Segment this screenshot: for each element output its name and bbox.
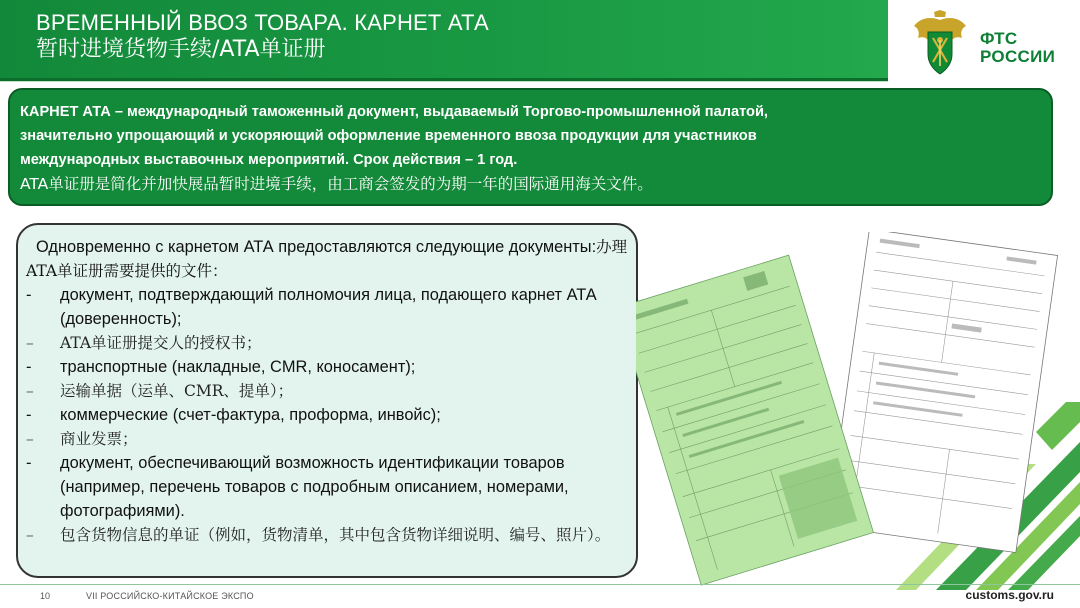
list-intro xyxy=(26,235,628,283)
logo-text xyxy=(980,30,1055,66)
expo-label: VII РОССИЙСКО-КИТАЙСКОЕ ЭКСПО xyxy=(86,591,254,601)
documents-list-box xyxy=(16,223,638,578)
list-intro-ru: Одновременно с карнетом АТА предоставляются следующие документы: xyxy=(36,238,597,256)
page-number: 10 xyxy=(40,591,51,601)
logo-line2: РОССИИ xyxy=(980,47,1056,66)
ata-carnet-documents-image xyxy=(636,232,1080,590)
list-item: - документ, подтверждающий полномочия лица, подающего карнет АТА (доверенность); xyxy=(26,286,597,328)
list-item: - транспортные (накладные, CMR, коносамент); xyxy=(26,358,416,376)
header-divider-light xyxy=(0,81,888,82)
definition-ru-line-3: международных выставочных мероприятий. Срок действия – 1 год. xyxy=(20,152,518,168)
footer-divider xyxy=(0,584,1080,585)
definition-box xyxy=(8,88,1053,206)
list-item: – 运输单据（运单、CMR、提单）； xyxy=(26,382,294,400)
definition-zh: ATA单证册是简化并加快展品暂时进境手续，由工商会签发的为期一年的国际通用海关文件。 xyxy=(20,175,653,193)
list-item: - документ, обеспечивающий возможность идентификации товаров (например, перечень товаров с подробным описанием, номерами, фотографиями). xyxy=(26,454,569,520)
list-item: – ATA单证册提交人的授权书； xyxy=(26,334,262,352)
slide-title-zh: 暂时进境货物手续/ATA单证册 xyxy=(36,37,326,62)
list-item: - коммерческие (счет-фактура, проформа, инвойс); xyxy=(26,406,441,424)
definition-ru-line-1: КАРНЕТ АТА – международный таможенный документ, выдаваемый Торгово-промышленной палатой, xyxy=(20,104,768,120)
slide-header xyxy=(0,0,888,78)
fts-logo xyxy=(912,10,1072,76)
slide-title-ru: ВРЕМЕННЫЙ ВВОЗ ТОВАРА. КАРНЕТ АТА xyxy=(36,10,489,35)
ata-carnet-green-document xyxy=(636,255,873,585)
list-intro-zh: 办理ATA单证册需要提供的文件： xyxy=(26,238,628,280)
website-label: customs.gov.ru xyxy=(965,588,1054,602)
definition-ru-line-2: значительно упрощающий и ускоряющий оформление временного ввоза продукции для участников xyxy=(20,128,757,144)
logo-line1: ФТС xyxy=(980,29,1018,48)
emblem-eagle-icon xyxy=(912,10,968,76)
list-item: – 包含货物信息的单证（例如，货物清单，其中包含货物详细说明、编号、照片）。 xyxy=(26,526,611,544)
list-item: – 商业发票； xyxy=(26,430,138,448)
